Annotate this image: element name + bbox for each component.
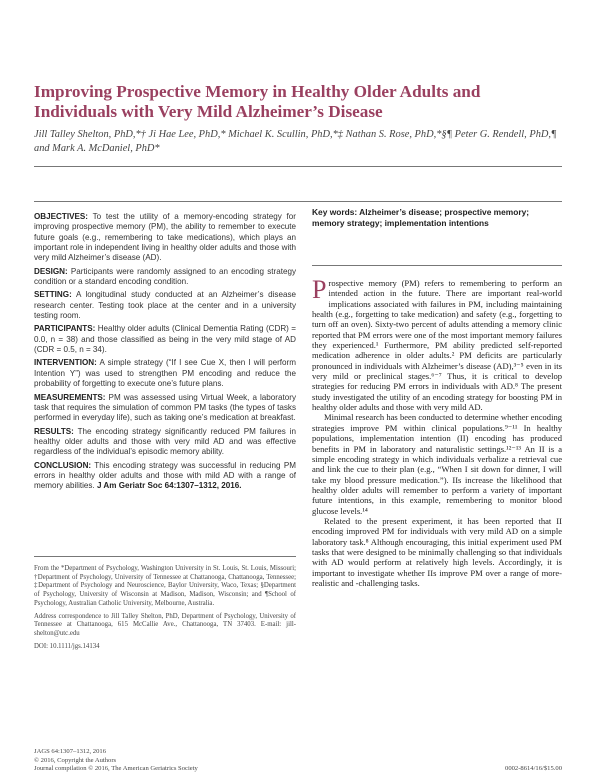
abstract-objectives: OBJECTIVES: To test the utility of a memory-encoding strategy for improving prospective memory (PM), the ability to remember to execute future goals (e.g., remembering to take medications), which plays an important role in independent living in healthy older adults and those with very mild Alzheimer’s disease (AD). [34, 212, 296, 263]
keywords: Key words: Alzheimer’s disease; prospective memory; memory strategy; implementation intentions [312, 207, 530, 228]
header-divider [34, 166, 562, 167]
author-list: Jill Talley Shelton, PhD,*† Ji Hae Lee, PhD,* Michael K. Scullin, PhD,*‡ Nathan S. Rose, PhD,*§¶ Peter G. Rendell, PhD,¶ and Mark A. McDaniel, PhD* [34, 129, 557, 154]
abstract-measurements: MEASUREMENTS: PM was assessed using Virtual Week, a laboratory task that requires the simulation of common PM tasks (the types of tasks performed in everyday life), such as taking one’s medication at breakfast. [34, 392, 296, 423]
affiliation-divider [34, 556, 296, 557]
abstract-conclusion: CONCLUSION: This encoding strategy was successful in reducing PM errors in healthy older adults and those with mild AD with a range of memory abilities. J Am Geriatr Soc 64:1307–1312, 2016. [34, 460, 296, 491]
abstract-intervention: INTERVENTION: A simple strategy (“If I see Cue X, then I will perform Intention Y”) was used to strengthen PM encoding and reduce the probability of forgetting to execute one’s future plans. [34, 358, 296, 389]
abstract-divider [34, 201, 562, 202]
abstract-design: DESIGN: Participants were randomly assigned to an encoding strategy condition or a standard encoding condition. [34, 266, 296, 287]
body-paragraph: Related to the present experiment, it has been reported that II encoding improved PM for individuals with very mild AD on a simple laboratory task.⁸ Although encouraging, this initial experiment used PM tasks that were designed to be minimally challenging so that individuals with AD would perform at relatively high levels. Accordingly, it is important to investigate whether IIs improve PM over a range of more-realistic and -challenging tasks. [312, 515, 562, 588]
abstract-setting: SETTING: A longitudinal study conducted at an Alzheimer’s disease research center. Testing took place at the center and in a university testing room. [34, 290, 296, 321]
issn-price: 0002-8614/16/$15.00 [505, 765, 562, 772]
affiliations [34, 565, 296, 655]
abstract [34, 212, 296, 495]
abstract-participants: PARTICIPANTS: Healthy older adults (Clinical Dementia Rating (CDR) = 0.0, n = 38) and those classified as being in the very mild stage of AD (CDR = 0.5, n = 34). [34, 324, 296, 355]
affiliation-institutions: From the *Department of Psychology, Washington University in St. Louis, St. Louis, Missouri; †Department of Psychology, University of Tennessee at Chattanooga, Chattanooga, Tennessee; ‡Department of Psychology and Neuroscience, Baylor University, Waco, Texas; §Department of Psychology, University of Wisconsin at Madison, Madison, Wisconsin; and ¶School of Psychology, Australian Catholic University, Melbourne, Australia. [34, 565, 296, 607]
body-paragraph: Minimal research has been conducted to determine whether encoding strategies improve PM within clinical populations.⁹⁻¹¹ In healthy populations, implementation intention (II) encoding has produced benefits in PM in laboratory and naturalistic settings.¹²⁻¹³ An II is a simple encoding strategy in which individuals verbalize a retrieval cue and link the cue to their plan (e.g., “When I sit down for dinner, I will take my blood pressure medication.”). IIs increase the likelihood that healthy older adults will remember to perform a variety of important future intentions, in this example, remembering to monitor blood glucose levels.¹⁴ [312, 412, 562, 516]
body-paragraph: Prospective memory (PM) refers to remembering to perform an intended action in the future. There are important real-world implications associated with failures in PM, including maintaining health (e.g., forgetting to take medication) and safety (e.g., forgetting to turn off an oven). Sixty-two percent of adults attending a memory clinic reported that PM errors were one of the most important memory failures they experienced.¹ Furthermore, PM ability predicted self-reported medication adherence in older adults.² PM deficits are particularly pronounced in individuals with Alzheimer’s disease (AD),³⁻⁵ even in its very mild or preclinical stages.⁶⁻⁷ Thus, it is critical to develop strategies for reducing PM errors in individuals with AD.⁸ The present study investigated the utility of an encoding strategy for boosting PM in healthy older adults and those with very mild AD. [312, 275, 562, 413]
drop-cap: P [312, 275, 327, 304]
doi: DOI: 10.1111/jgs.14134 [34, 642, 100, 650]
correspondence-address: Address correspondence to Jill Talley Shelton, PhD, Department of Psychology, University of Tennessee at Chattanooga, 615 McCallie Ave., Chattanooga, TN 37403. E-mail: jill-shelton@utc.edu [34, 612, 296, 637]
article-title: Improving Prospective Memory in Healthy Older Adults and Individuals with Very Mild Alzheimer’s Disease [34, 82, 481, 121]
abstract-results: RESULTS: The encoding strategy significantly reduced PM failures in healthy older adults and those with very mild AD and was effective regardless of the individual’s episodic memory ability. [34, 426, 296, 457]
keywords-divider [312, 265, 562, 266]
article-body [312, 275, 562, 588]
journal-footer: JAGS 64:1307–1312, 2016 © 2016, Copyright the Authors Journal compilation © 2016, The American Geriatrics Society [34, 748, 198, 773]
